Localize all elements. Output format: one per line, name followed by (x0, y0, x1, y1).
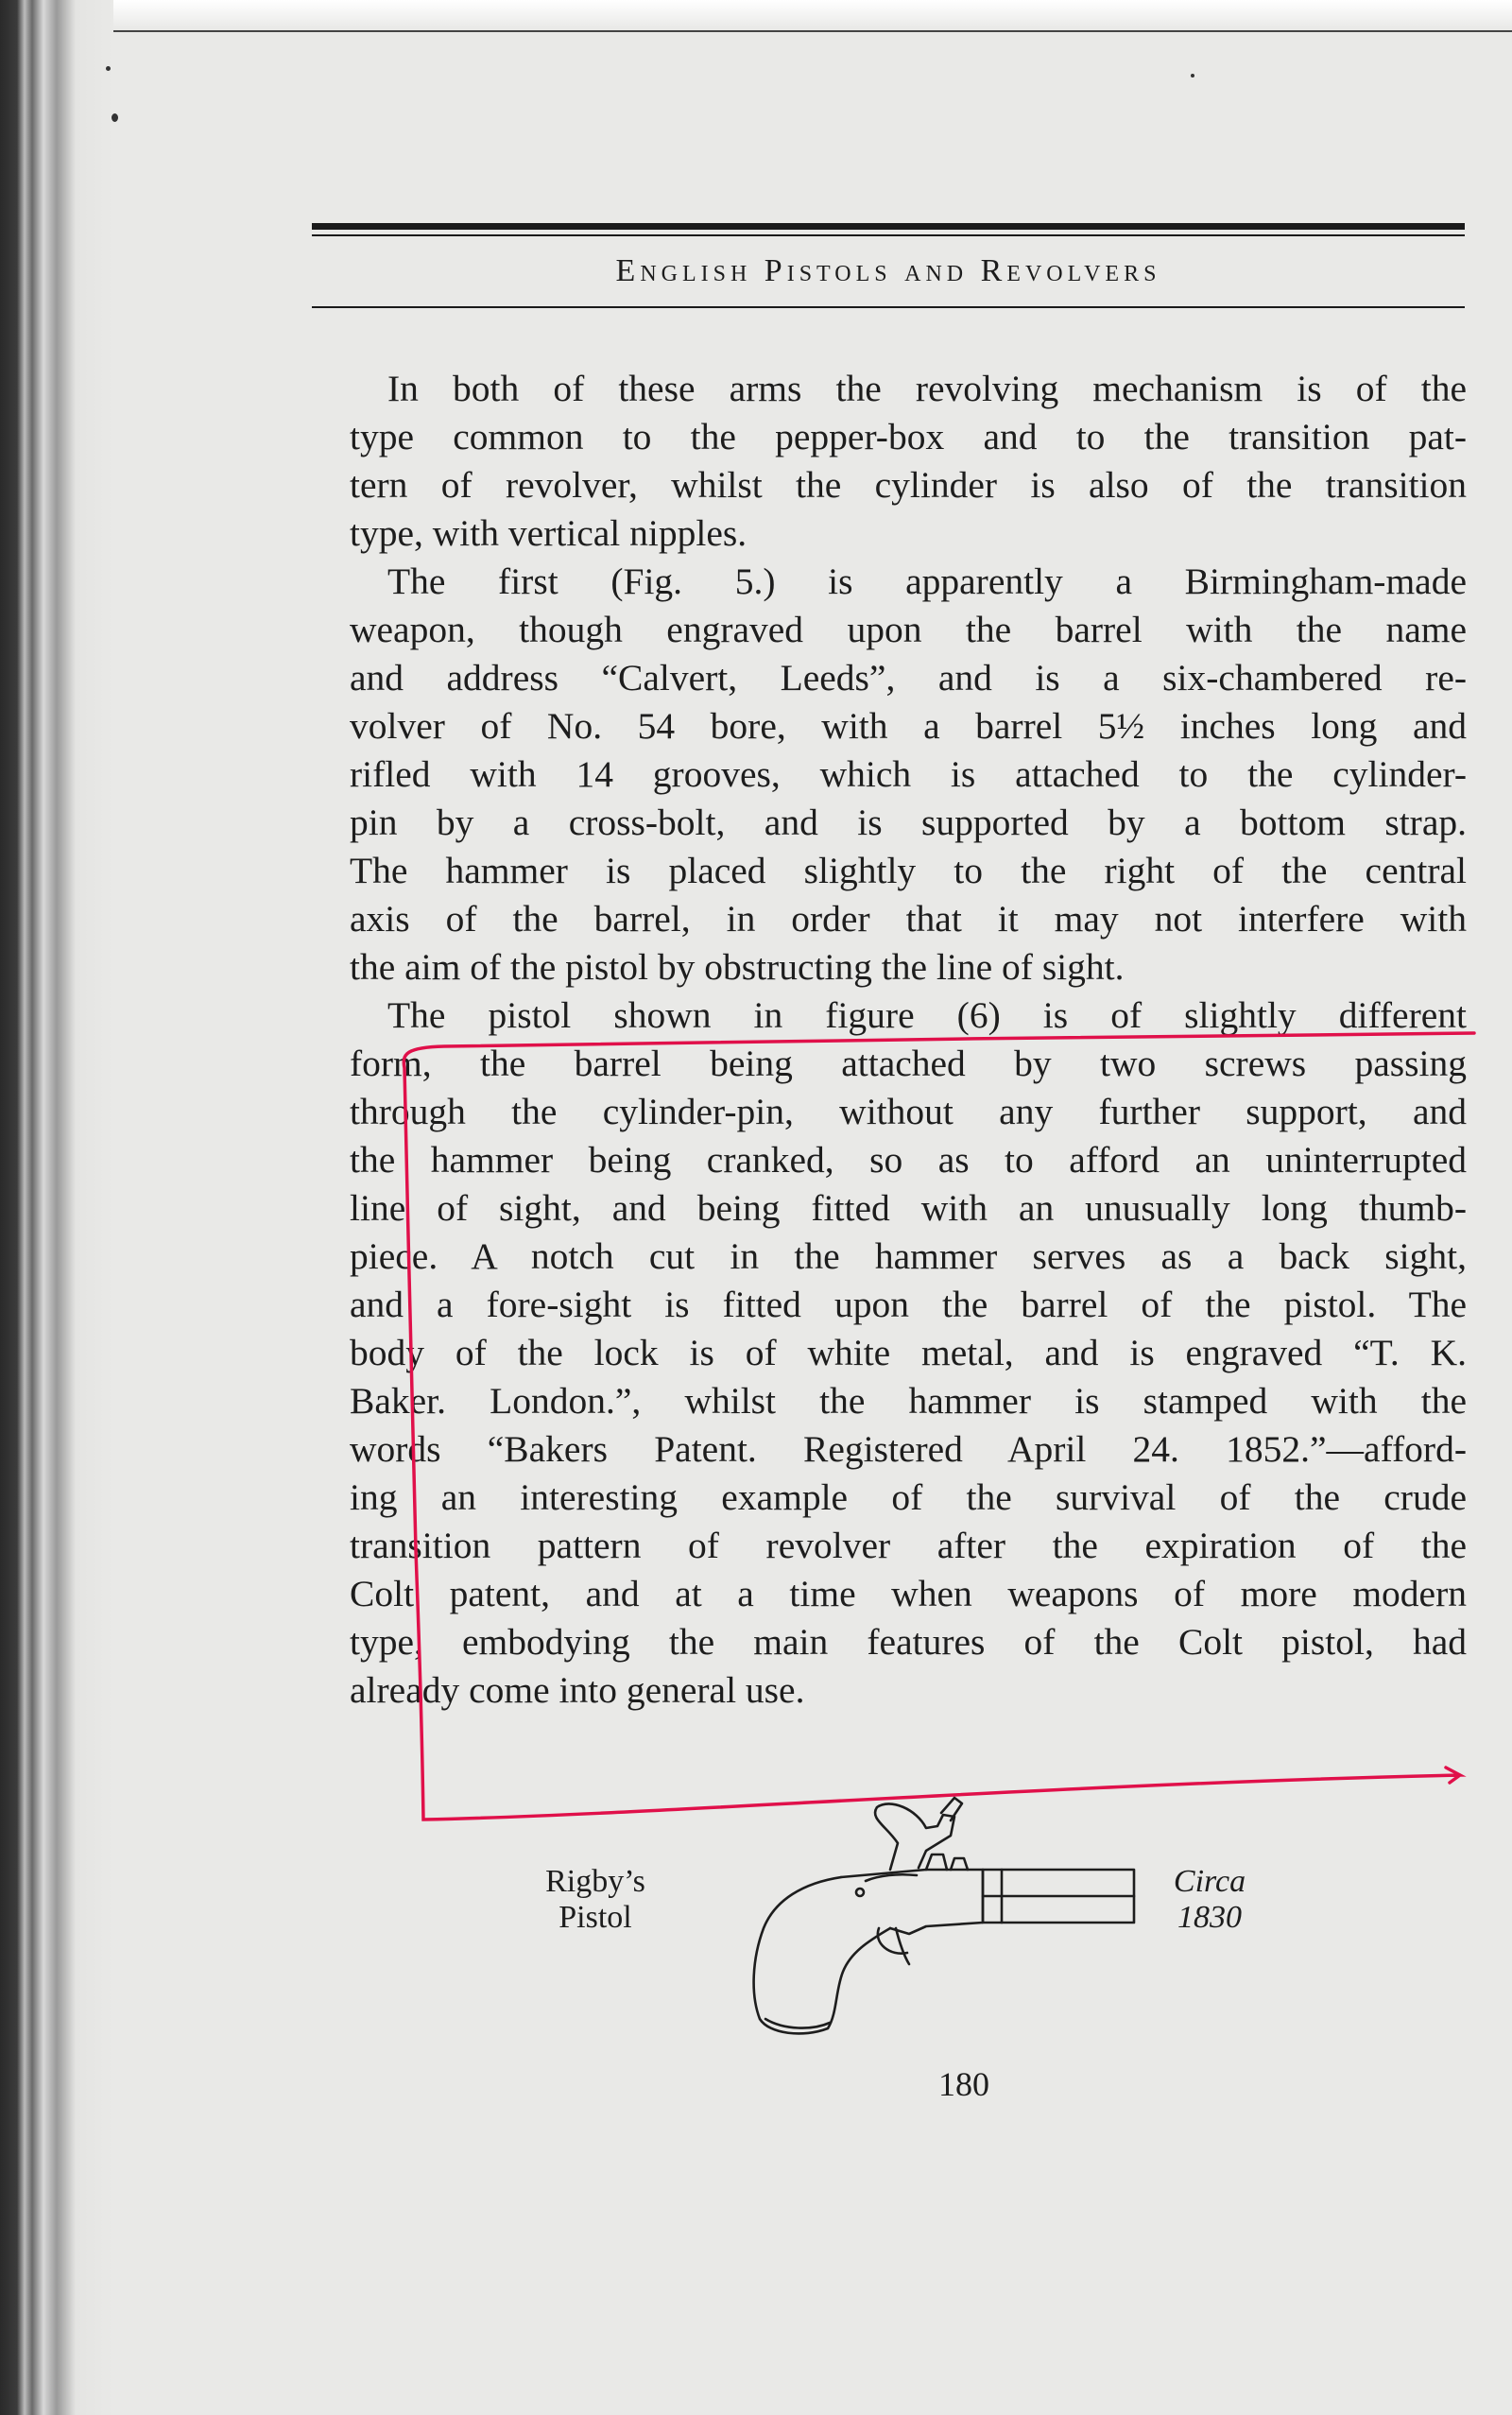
text-line: Baker. London.”, whilst the hammer is stamped with the (350, 1380, 1467, 1422)
text-line: axis of the barrel, in order that it may not interfere with (350, 898, 1467, 940)
text-line: Colt patent, and at a time when weapons of more modern (350, 1573, 1467, 1614)
caption-line: Rigby’s (545, 1864, 645, 1899)
text-line: and a fore-sight is fitted upon the barrel of the pistol. The (350, 1284, 1467, 1325)
text-line: and address “Calvert, Leeds”, and is a six-chambered re- (350, 657, 1467, 699)
text-line: the hammer being cranked, so as to afford an uninterrupted (350, 1139, 1467, 1181)
text-line: weapon, though engraved upon the barrel with the name (350, 609, 1467, 650)
figure-caption-right (1115, 1864, 1304, 1936)
caption-line: Pistol (558, 1900, 632, 1935)
text-line: ing an interesting example of the survival of the crude (350, 1476, 1467, 1518)
text-line: rifled with 14 grooves, which is attached to the cylinder- (350, 753, 1467, 795)
red-annotation-bracket (404, 1033, 1474, 1820)
text-line: The pistol shown in figure (6) is of slightly different (387, 994, 1467, 1036)
text-line: through the cylinder-pin, without any further support, and (350, 1091, 1467, 1132)
text-line: type, embodying the main features of the Colt pistol, had (350, 1621, 1467, 1663)
running-head: English Pistols and Revolvers (615, 253, 1161, 288)
text-line: piece. A notch cut in the hammer serves as a back sight, (350, 1235, 1467, 1277)
text-line: form, the barrel being attached by two screws passing (350, 1043, 1467, 1084)
page-number: 180 (938, 2065, 989, 2103)
text-line: already come into general use. (350, 1669, 805, 1711)
text-line: pin by a cross-bolt, and is supported by a bottom strap. (350, 802, 1467, 843)
text-line: type, with vertical nipples. (350, 512, 747, 554)
text-line: body of the lock is of white metal, and is engraved “T. K. (350, 1332, 1467, 1373)
text-line: the aim of the pistol by obstructing the line of sight. (350, 946, 1125, 988)
text-line: tern of revolver, whilst the cylinder is also of the transition (350, 464, 1467, 506)
caption-line: Circa (1173, 1864, 1246, 1899)
text-line: The hammer is placed slightly to the right of the central (350, 850, 1467, 891)
text-line: In both of these arms the revolving mechanism is of the (387, 368, 1467, 409)
text-line: volver of No. 54 bore, with a barrel 5½ inches long and (350, 705, 1467, 747)
caption-line: 1830 (1177, 1900, 1242, 1935)
figure-caption-left (501, 1864, 690, 1936)
text-line: words “Bakers Patent. Registered April 24. 1852.”—afford- (350, 1428, 1467, 1470)
text-line: line of sight, and being fitted with an unusually long thumb- (350, 1187, 1467, 1229)
text-line: The first (Fig. 5.) is apparently a Birmingham-made (387, 561, 1467, 602)
text-line: transition pattern of revolver after the expiration of the (350, 1525, 1467, 1566)
pistol-illustration-icon (643, 1758, 1153, 2061)
text-line: type common to the pepper-box and to the transition pat- (350, 416, 1467, 457)
